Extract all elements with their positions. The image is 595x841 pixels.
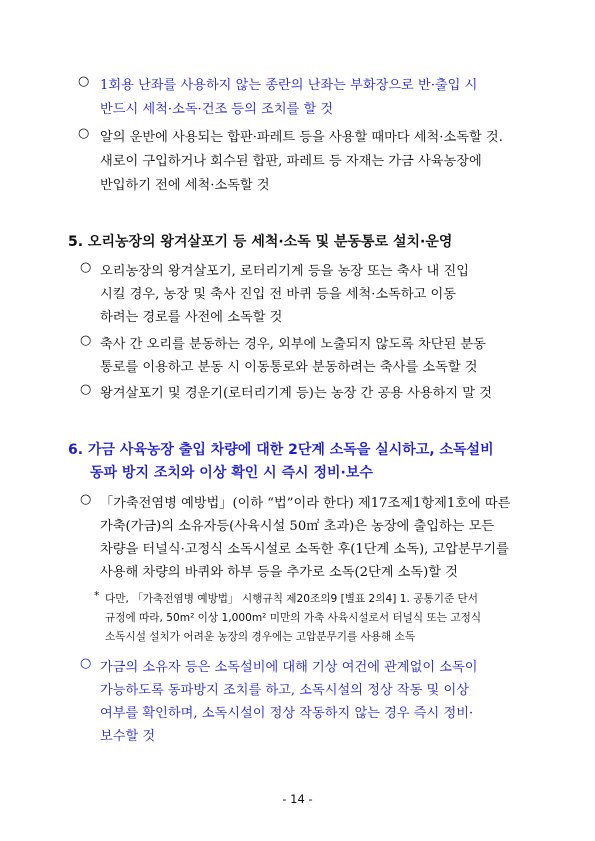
block1-line-2: 반드시 세척·소독·건조 등의 조치를 할 것: [100, 102, 334, 117]
bullet-icon: ○: [80, 382, 92, 397]
section6-item2-line-3: 여부를 확인하며, 소독시설이 정상 작동하지 않는 경우 즉시 정비·: [100, 706, 474, 721]
section6-item2-line-4: 보수할 것: [100, 729, 156, 744]
bullet-icon: ○: [80, 656, 92, 671]
block2-line-2: 새로이 구입하거나 회수된 합판, 파레트 등 자재는 가금 사육농장에: [100, 154, 482, 169]
note-marker: *: [94, 590, 100, 602]
note-line-3: 소독시설 설치가 어려운 농장의 경우에는 고압분무기를 사용해 소독: [105, 631, 416, 643]
section5-item1-line-1: 오리농장의 왕겨살포기, 로터리기계 등을 농장 또는 축사 내 진입: [100, 264, 469, 279]
section6-item1-line-2: 가축(가금)의 소유자등(사육시설 50㎡ 초과)은 농장에 출입하는 모든: [100, 519, 495, 534]
note-line-2: 규정에 따라, 50m² 이상 1,000m² 미만의 가축 사육시설로서 터널식 또는 고정식: [105, 612, 482, 624]
section5-item2-line-2: 통로를 이용하고 분동 시 이동통로와 분동하려는 축사를 소독할 것: [100, 360, 478, 375]
block1-line-1: 1회용 난좌를 사용하지 않는 종란의 난좌는 부화장으로 반·출입 시: [100, 78, 478, 93]
section6-item1-line-1: 「가축전염병 예방법」(이하 “법”이라 한다) 제17조제1항제1호에 따른: [100, 496, 511, 511]
section5-item3-line-1: 왕겨살포기 및 경운기(로터리기계 등)는 농장 간 공용 사용하지 말 것: [100, 386, 492, 401]
section6-item1-line-3: 차량을 터널식·고정식 소독시설로 소독한 후(1단계 소독), 고압분무기를: [100, 542, 509, 557]
bullet-icon: ○: [80, 333, 92, 348]
section6-item2-line-1: 가금의 소유자 등은 소독설비에 대해 기상 여건에 관계없이 소독이: [100, 660, 478, 675]
section6-item1-line-4: 사용해 차량의 바퀴와 하부 등을 추가로 소독(2단계 소독)할 것: [100, 565, 458, 580]
section5-item1-line-2: 시킬 경우, 농장 및 축사 진입 전 바퀴 등을 세척·소독하고 이동: [100, 287, 457, 302]
page-number: - 14 -: [282, 792, 313, 806]
block2-line-3: 반입하기 전에 세척·소독할 것: [100, 178, 270, 193]
section5-heading: 5. 오리농장의 왕겨살포기 등 세척·소독 및 분동통로 설치·운영: [68, 234, 453, 250]
section6-heading-line-2: 동파 방지 조치와 이상 확인 시 즉시 정비·보수: [90, 465, 373, 481]
section5-item2-line-1: 축사 간 오리를 분동하는 경우, 외부에 노출되지 않도록 차단된 분동: [100, 337, 486, 352]
note-line-1: 다만, 「가축전염병 예방법」 시행규칙 제20조의9 [별표 2의4] 1. 공통기준 단서: [105, 593, 479, 605]
section6-heading-line-1: 6. 가금 사육농장 출입 차량에 대한 2단계 소독을 실시하고, 소독설비: [68, 442, 494, 458]
block2-line-1: 알의 운반에 사용되는 합판·파레트 등을 사용할 때마다 세척·소독할 것.: [100, 130, 503, 145]
section5-item1-line-3: 하려는 경로를 사전에 소독할 것: [100, 310, 283, 325]
section6-item2-line-2: 가능하도록 동파방지 조치를 하고, 소독시설의 정상 작동 및 이상: [100, 683, 469, 698]
bullet-icon: ○: [78, 74, 90, 89]
bullet-icon: ○: [80, 492, 92, 507]
bullet-icon: ○: [78, 126, 90, 141]
bullet-icon: ○: [80, 260, 92, 275]
